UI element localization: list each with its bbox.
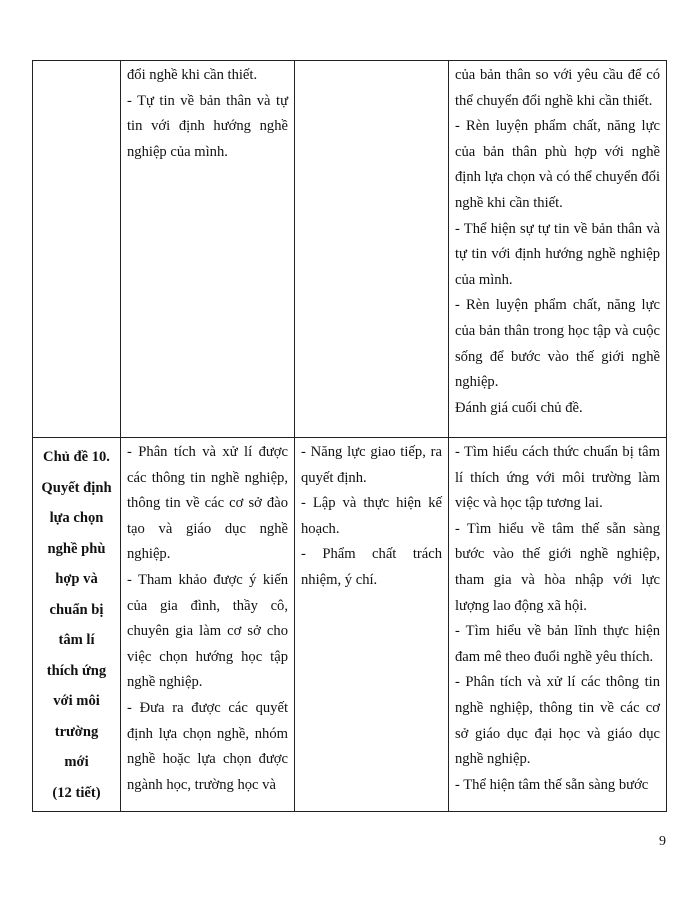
objective-line: đổi nghề khi cần thiết. [127, 67, 258, 83]
topic-title-line: với môi [53, 693, 100, 709]
topic-title-line: Quyết định [41, 479, 112, 496]
activity-line: - Tìm hiểu cách thức chuẩn bị tâm lí thích ứng với môi trường làm việc và học tập tương lai. [455, 444, 660, 512]
activities-cell [449, 438, 667, 812]
topic-title-line: tâm lí [58, 632, 95, 648]
competency-line: - Lập và thực hiện kế hoạch. [301, 495, 442, 537]
topic-cell-empty [33, 61, 121, 438]
activities-cell [449, 61, 667, 438]
activity-line: - Phân tích và xử lí các thông tin nghề nghiệp, thông tin về các cơ sở giáo dục đại học và giáo dục nghề nghiệp. [455, 674, 660, 768]
topic-title-line: chuẩn bị [49, 601, 104, 618]
objective-line: - Tham khảo được ý kiến của gia đình, thầy cô, chuyên gia làm cơ sở cho việc chọn hướng học tập nghề nghiệp. [127, 571, 288, 691]
activity-line: - Thể hiện sự tự tin về bản thân và tự tin với định hướng nghề nghiệp của mình. [455, 220, 660, 288]
activity-line: - Rèn luyện phẩm chất, năng lực của bản thân trong học tập và cuộc sống để bước vào thế giới nghề nghiệp. [455, 297, 660, 391]
activity-line: - Rèn luyện phẩm chất, năng lực của bản thân phù hợp với nghề định lựa chọn và có thể chuyển đổi nghề khi cần thiết. [455, 118, 660, 211]
table-row-continued [33, 61, 667, 438]
topic-title-cell [33, 438, 121, 812]
objectives-cell [121, 438, 295, 812]
evaluation-line: Đánh giá cuối chủ đề. [455, 399, 583, 416]
objective-line: - Đưa ra được các quyết định lựa chọn nghề, nhóm nghề hoặc lựa chọn được ngành học, trường học và [127, 699, 288, 793]
competency-line: - Phẩm chất trách nhiệm, ý chí. [301, 546, 442, 588]
competencies-cell [295, 438, 449, 812]
topic-title-line: lựa chọn [49, 510, 104, 526]
page-number: 9 [659, 834, 666, 849]
topic-title-line: trường [54, 723, 99, 740]
objective-line: - Phân tích và xử lí được các thông tin nghề nghiệp, thông tin về các cơ sở đào tạo và giáo dục nghề nghiệp. [127, 444, 288, 563]
topic-title-line: hợp và [55, 571, 98, 587]
topic-title-line: mới [64, 754, 89, 770]
activity-line: - Tìm hiểu về bản lĩnh thực hiện đam mê theo đuổi nghề yêu thích. [455, 623, 660, 665]
topic-title-line: nghề phù [47, 540, 106, 557]
topic-duration: (12 tiết) [52, 784, 101, 801]
activity-line: của bản thân so với yêu cầu để có thể chuyển đổi nghề khi cần thiết. [455, 67, 660, 109]
topic-title-line: thích ứng [46, 662, 107, 679]
table-row-topic-10 [33, 438, 667, 812]
objective-line: - Tự tin về bản thân và tự tin với định hướng nghề nghiệp của mình. [127, 92, 288, 160]
competency-line: - Năng lực giao tiếp, ra quyết định. [301, 444, 442, 486]
activity-line: - Tìm hiểu về tâm thế sẵn sàng bước vào thế giới nghề nghiệp, tham gia và hòa nhập với lực lượng lao động xã hội. [455, 520, 660, 614]
competencies-cell-empty [295, 61, 449, 438]
curriculum-table [32, 60, 667, 812]
topic-title-line: Chủ đề 10. [43, 449, 110, 465]
objectives-cell [121, 61, 295, 438]
activity-line: - Thể hiện tâm thế sẵn sàng bước [455, 776, 649, 793]
